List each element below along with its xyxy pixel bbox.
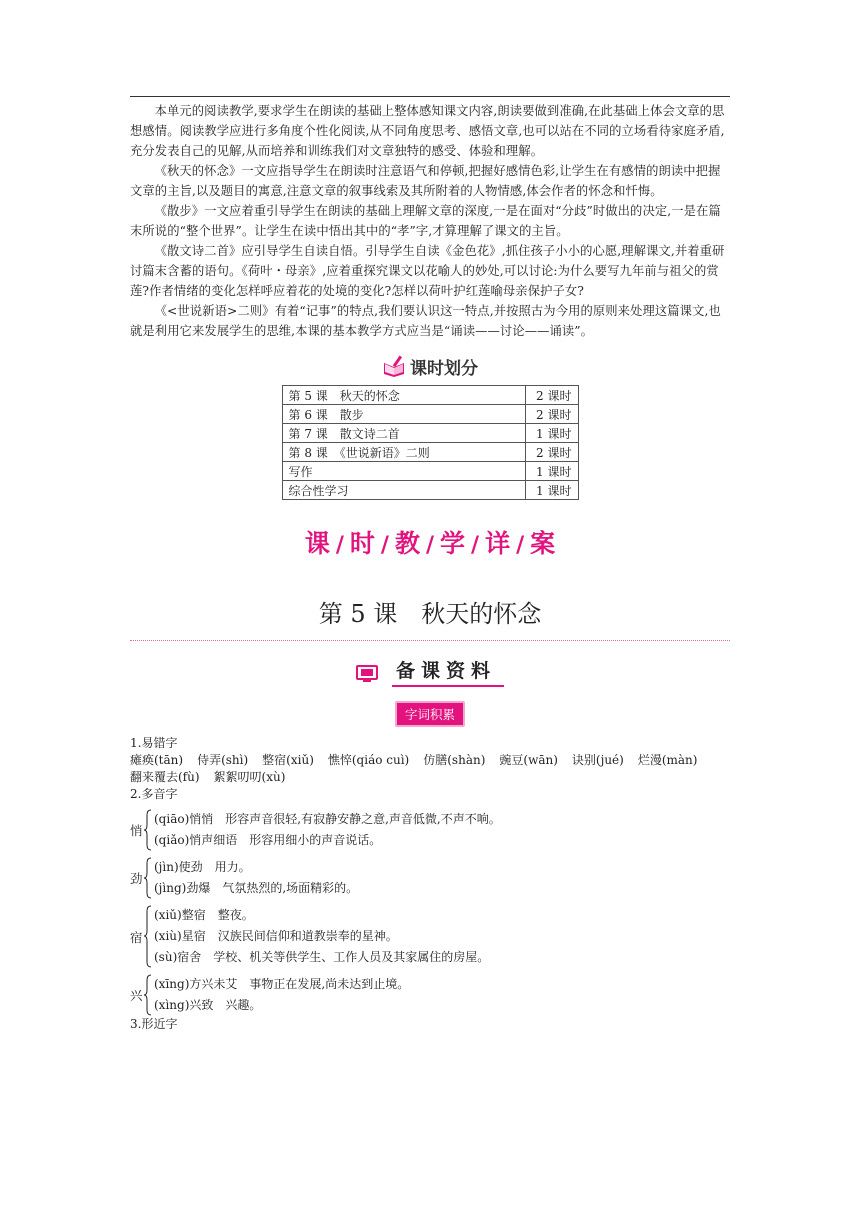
brace xyxy=(144,809,152,851)
polyphone-group xyxy=(130,974,730,1016)
table-row xyxy=(282,462,578,481)
word-item: 烂漫(màn) xyxy=(637,753,698,767)
book-pencil-icon xyxy=(382,355,406,377)
prep-title: 备课资料 xyxy=(392,656,504,687)
word-item: 憔悴(qiáo cuì) xyxy=(327,753,410,767)
word-item: 翻来覆去(fù) xyxy=(130,770,200,784)
intro-paragraph: 本单元的阅读教学,要求学生在朗读的基础上整体感知课文内容,朗读要做到准确,在此基础上体会文章的思想感情。阅读教学应进行多角度个性化阅读,从不同角度思考、感悟文章,也可以站在不同的立场看待家庭矛盾,充分发表自己的见解,从而培养和训练我们对文章独特的感受、体验和理解。 xyxy=(130,104,725,158)
banner-char: 案 xyxy=(530,529,556,558)
word-item: 诀别(jué) xyxy=(571,753,624,767)
banner-sep: / xyxy=(335,533,344,558)
polyphone-char: 劲 xyxy=(130,871,143,886)
brace xyxy=(144,905,152,968)
lesson-cell: 第 7 课 散文诗二首 xyxy=(282,424,525,443)
banner-char: 详 xyxy=(485,529,511,558)
banner-char: 学 xyxy=(440,529,466,558)
section-title: 3.形近字 xyxy=(130,1017,178,1031)
lesson-cell: 第 5 课 秋天的怀念 xyxy=(282,386,525,405)
polyphone-item: (jìng)劲爆 气氛热烈的,场面精彩的。 xyxy=(154,881,359,895)
hours-cell: 2 课时 xyxy=(525,386,578,405)
vocab-tag: 字词积累 xyxy=(395,701,465,727)
table-row xyxy=(282,405,578,424)
word-item: 仿膳(shàn) xyxy=(423,753,486,767)
vocab-tag-wrap xyxy=(130,701,730,725)
hours-cell: 1 课时 xyxy=(525,462,578,481)
section-banner xyxy=(130,524,730,564)
banner-sep: / xyxy=(516,533,525,558)
polyphone-item: (qiāo)悄悄 形容声音很轻,有寂静安静之意,声音低微,不声不响。 xyxy=(154,812,501,826)
table-row xyxy=(282,424,578,443)
polyphone-item: (xìng)兴致 兴趣。 xyxy=(154,998,262,1012)
banner-sep: / xyxy=(471,533,480,558)
brace xyxy=(144,974,152,1016)
brace xyxy=(144,857,152,899)
hours-cell: 1 课时 xyxy=(525,424,578,443)
lesson-cell: 综合性学习 xyxy=(282,481,525,500)
section-title: 1.易错字 xyxy=(130,736,178,750)
polyphone-char: 宿 xyxy=(130,929,143,945)
word-item: 豌豆(wān) xyxy=(499,753,558,767)
polyphone-item: (sù)宿舍 学校、机关等供学生、工作人员及其家属住的房屋。 xyxy=(154,950,490,964)
table-row xyxy=(282,443,578,462)
intro-paragraph: 《<世说新语>二则》有着“记事”的特点,我们要认识这一特点,并按照古为今用的原则来处理这篇课文,也就是利用它来发展学生的思维,本课的基本教学方式应当是“诵读——讨论——诵读”。 xyxy=(130,304,721,338)
banner-char: 教 xyxy=(394,529,420,558)
dotted-divider xyxy=(130,640,730,641)
schedule-heading xyxy=(130,353,730,379)
lesson-title: 第 5 课 秋天的怀念 xyxy=(318,600,542,628)
lesson-cell: 写作 xyxy=(282,462,525,481)
polyphone-char: 兴 xyxy=(130,988,143,1003)
intro-paragraph: 《秋天的怀念》一文应指导学生在朗读时注意语气和停顿,把握好感情色彩,让学生在有感情的朗读中把握文章的主旨,以及题目的寓意,注意文章的叙事线索及其所附着的人物情感,体会作者的怀念和忏悔。 xyxy=(130,164,721,198)
hours-cell: 2 课时 xyxy=(525,405,578,424)
polyphone-item: (xiǔ)整宿 整夜。 xyxy=(154,908,254,922)
hours-cell: 1 课时 xyxy=(525,481,578,500)
page xyxy=(130,96,730,1033)
section-title: 2.多音字 xyxy=(130,787,178,801)
word-item: 瘫痪(tān) xyxy=(130,753,184,767)
word-item: 絮絮叨叨(xù) xyxy=(213,770,286,784)
polyphone-char: 悄 xyxy=(130,823,143,838)
schedule-table xyxy=(282,385,579,500)
polyphone-group xyxy=(130,857,730,899)
word-item: 整宿(xiǔ) xyxy=(262,753,314,767)
intro-paragraph: 《散步》一文应着重引导学生在朗读的基础上理解文章的深度,一是在面对“分歧”时做出的决定,一是在篇末所说的“整个世界”。让学生在读中悟出其中的“孝”字,才算理解了课文的主旨。 xyxy=(130,204,721,238)
lesson-cell: 第 8 课 《世说新语》二则 xyxy=(282,443,525,462)
intro-paragraph: 《散文诗二首》应引导学生自读自悟。引导学生自读《金色花》,抓住孩子小小的心愿,理解课文,并着重研讨篇末含蓄的语句。《荷叶・母亲》,应着重探究课文以花喻人的妙处,可以讨论:为什么要写九年前与祖父的赏莲?作者情绪的变化怎样呼应着花的处境的变化?怎样以荷叶护红莲喻母亲保护子女? xyxy=(130,244,725,298)
polyphone-item: (qiǎo)悄声细语 形容用细小的声音说话。 xyxy=(154,833,382,847)
polyphone-item: (xiù)星宿 汉族民间信仰和道教崇奉的星神。 xyxy=(154,929,398,943)
polyphone-group xyxy=(130,905,730,968)
polyphone-item: (xīng)方兴未艾 事物正在发展,尚未达到止境。 xyxy=(154,977,410,991)
word-item: 侍弄(shì) xyxy=(197,753,249,767)
banner-sep: / xyxy=(425,533,435,558)
word-list xyxy=(130,752,730,769)
banner-sep: / xyxy=(380,533,389,558)
schedule-title: 课时划分 xyxy=(410,358,478,379)
word-list xyxy=(130,769,730,786)
polyphone-item: (jìn)使劲 用力。 xyxy=(154,860,251,874)
prep-heading xyxy=(130,657,730,687)
table-row xyxy=(282,386,578,405)
polyphone-group xyxy=(130,809,730,851)
monitor-icon xyxy=(356,665,378,683)
hours-cell: 2 课时 xyxy=(525,443,578,462)
table-row xyxy=(282,481,578,500)
banner-char: 课 xyxy=(304,529,330,558)
lesson-cell: 第 6 课 散步 xyxy=(282,405,525,424)
banner-char: 时 xyxy=(349,529,375,558)
top-rule xyxy=(130,96,730,97)
